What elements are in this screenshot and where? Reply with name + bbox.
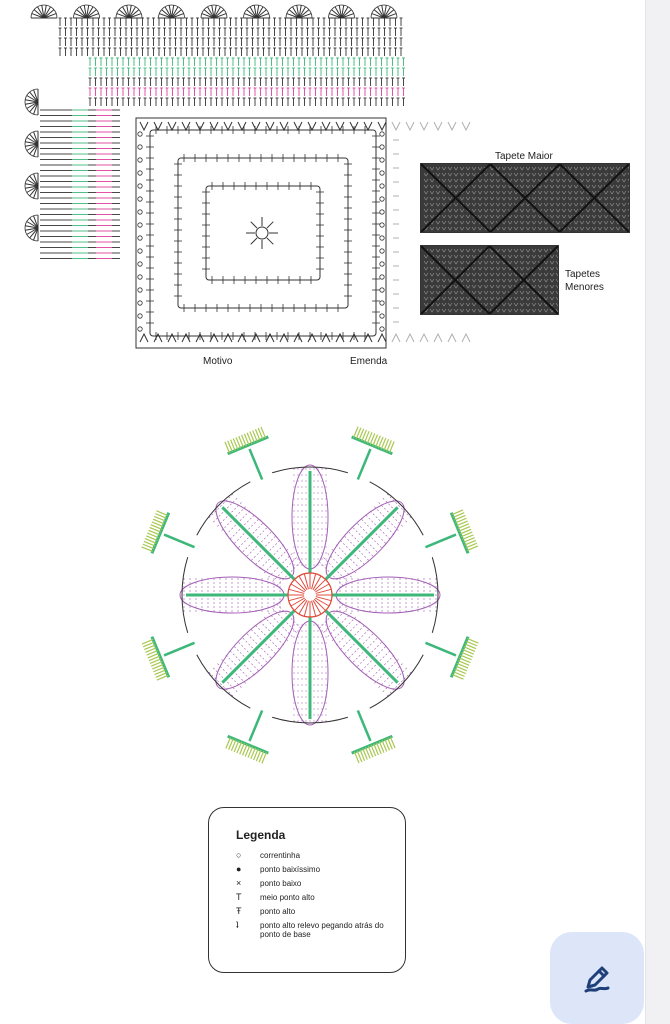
motif-side-chain (380, 275, 384, 279)
single-crochet-icon: × (236, 878, 242, 888)
motif-bottom-stitch (448, 334, 456, 342)
stitch-fan (201, 5, 227, 18)
motif-top-stitch (378, 122, 386, 130)
motif-side-chain (380, 210, 384, 214)
motif-top-stitch (294, 122, 302, 130)
motif-side-chain (380, 158, 384, 162)
motif-center-stitch (267, 238, 273, 244)
motif-side-chain (138, 145, 142, 149)
arm-spine (164, 535, 194, 548)
legend-item-label: ponto alto relevo pegando atrás do ponto de base (260, 921, 384, 939)
motif-side-chain (138, 249, 142, 253)
swatch-fill (421, 246, 558, 314)
motif-bottom-stitch (420, 334, 428, 342)
motif-top-stitch (154, 122, 162, 130)
motif-side-chain (380, 223, 384, 227)
star-motif (142, 427, 479, 764)
motif-bottom-stitch (154, 334, 162, 342)
edit-fab-button[interactable] (550, 932, 644, 1024)
label-tapete-maior: Tapete Maior (495, 151, 553, 162)
motif-bottom-stitch (266, 334, 274, 342)
motif-side-chain (380, 301, 384, 305)
motif-side-chain (138, 275, 142, 279)
motif-side-chain (138, 132, 142, 136)
motif-side-chain (138, 327, 142, 331)
motif-side-chain (380, 171, 384, 175)
stitch-rows (40, 18, 405, 259)
motif-side-chain (138, 171, 142, 175)
stitch-fan (286, 5, 312, 18)
label-emenda: Emenda (350, 356, 388, 367)
double-crochet-icon: Ŧ (236, 906, 242, 916)
label-tapetes-menores-line2: Menores (565, 282, 604, 293)
stitch-fan (329, 5, 355, 18)
motif-side-chain (138, 158, 142, 162)
swatch-tapete-maior (420, 163, 630, 233)
motif-side-chain (380, 236, 384, 240)
motif-side-chain (138, 223, 142, 227)
legend-item-label: ponto alto (260, 907, 296, 916)
stitch-fan (116, 5, 142, 18)
label-tapetes-menores (565, 268, 604, 294)
motif-bottom-stitch (280, 334, 288, 342)
motif-bottom-stitch (392, 334, 400, 342)
arm-spine (250, 710, 263, 740)
back-post-double-crochet-icon: ʇ (236, 920, 239, 930)
motif-top-stitch (406, 122, 414, 130)
legend-title: Legenda (236, 828, 286, 842)
half-double-crochet-icon: T (236, 892, 242, 902)
motif-side-chain (380, 327, 384, 331)
stitch-fan (25, 173, 38, 199)
pen-edit-icon (580, 961, 614, 995)
motif-bottom-stitch (252, 334, 260, 342)
motif-side-chain (380, 184, 384, 188)
swatch-tapetes-menores (420, 245, 559, 315)
arm-spine (250, 449, 263, 479)
motif-top-stitch (140, 122, 148, 130)
motif-round (206, 186, 320, 280)
label-motivo: Motivo (203, 356, 233, 367)
motif-top-stitch (420, 122, 428, 130)
motif-bottom-stitch (238, 334, 246, 342)
legend-item-label: meio ponto alto (260, 893, 315, 902)
motif-bottom-stitch (294, 334, 302, 342)
motif-top-stitch (322, 122, 330, 130)
motif-top-stitch (448, 122, 456, 130)
motif-round (178, 158, 348, 308)
motif-side-chain (380, 249, 384, 253)
stitch-fan (25, 89, 38, 115)
stitch-fan (244, 5, 270, 18)
motif-center (256, 227, 268, 239)
motif-bottom-stitch (168, 334, 176, 342)
motif-bottom-stitch (406, 334, 414, 342)
motif-top-stitch (252, 122, 260, 130)
stitch-fan (159, 5, 185, 18)
motif-side-chain (380, 132, 384, 136)
arm-spine (358, 449, 371, 479)
motif-bottom-stitch (462, 334, 470, 342)
motif-center-stitch (251, 238, 257, 244)
motif-side-chain (380, 288, 384, 292)
motif-side-chain (138, 184, 142, 188)
motif-side-chain (138, 197, 142, 201)
motif-bottom-stitch (378, 334, 386, 342)
left-fans (25, 89, 38, 241)
scrollbar[interactable] (645, 0, 670, 1024)
legend-item-label: ponto baixo (260, 879, 302, 888)
motif-top-stitch (434, 122, 442, 130)
round-motif-chart (120, 405, 500, 785)
swatch-tapetes-menores-pattern (421, 246, 558, 314)
legend-box (208, 807, 406, 973)
motif-bottom-stitch (434, 334, 442, 342)
arm-spine (425, 643, 455, 656)
legend-item (236, 893, 391, 902)
motif-center-stitch (251, 222, 257, 228)
motif-top-stitch (224, 122, 232, 130)
arm-spine (425, 535, 455, 548)
motif-side-chain (138, 210, 142, 214)
stitch-fan (371, 5, 397, 18)
motif-top-stitch (168, 122, 176, 130)
motif-top-stitch (308, 122, 316, 130)
label-tapetes-menores-line1: Tapetes (565, 269, 601, 280)
motif-side-chain (138, 288, 142, 292)
top-fans (31, 5, 397, 18)
motif-bottom-stitch (322, 334, 330, 342)
motif-side-chain (138, 262, 142, 266)
motif-center-stitch (267, 222, 273, 228)
motif-top-stitch (266, 122, 274, 130)
legend-item (236, 865, 391, 874)
chain-stitch-icon: ○ (236, 850, 242, 860)
legend-item-label: ponto baixíssimo (260, 865, 321, 874)
legend-item (236, 879, 391, 888)
motif-top-stitch (392, 122, 400, 130)
motif-top-stitch (238, 122, 246, 130)
legend-item (236, 907, 391, 916)
motif-bottom-stitch (224, 334, 232, 342)
motif-top-stitch (462, 122, 470, 130)
motif-side-chain (138, 236, 142, 240)
motif-top-stitch (280, 122, 288, 130)
stitch-fan (31, 5, 57, 18)
motif-side-chain (138, 314, 142, 318)
motif-side-chain (380, 145, 384, 149)
motif-bottom-stitch (140, 334, 148, 342)
motif-side-chain (380, 197, 384, 201)
motif-side-chain (380, 314, 384, 318)
arm-spine (358, 710, 371, 740)
legend-item-label: correntinha (260, 851, 301, 860)
motif-bottom-stitch (308, 334, 316, 342)
slip-stitch-icon: ● (236, 864, 242, 874)
stitch-fan (25, 131, 38, 157)
motif-side-chain (138, 301, 142, 305)
stitch-fan (25, 215, 38, 241)
legend-item (236, 921, 391, 939)
swatch-tapete-maior-pattern (421, 164, 629, 232)
stitch-fan (74, 5, 100, 18)
arm-spine (164, 643, 194, 656)
legend-item (236, 851, 391, 860)
motif-side-chain (380, 262, 384, 266)
